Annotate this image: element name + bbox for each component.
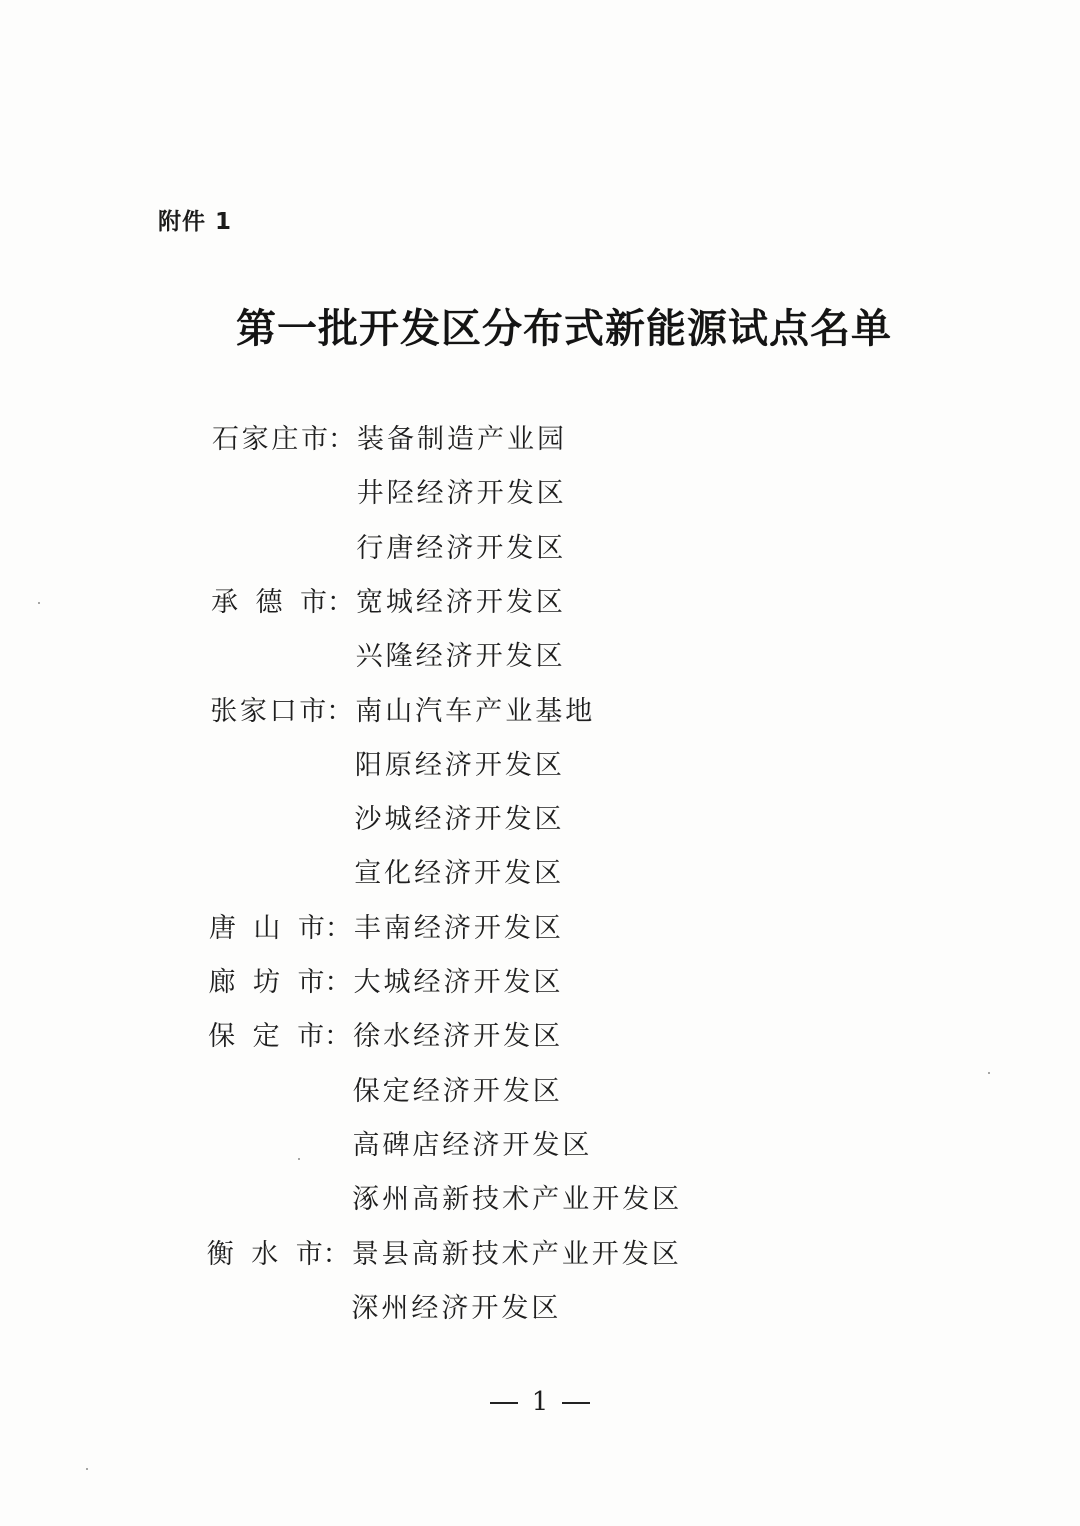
zone-name: 深州经济开发区 (351, 1292, 562, 1324)
zone-name: 保定经济开发区 (352, 1075, 563, 1107)
city-colon: ： (322, 1238, 350, 1270)
zone-name: 宣化经济开发区 (354, 858, 565, 890)
zone-name: 装备制造产业园 (357, 424, 567, 455)
zone-name: 宽城经济开发区 (355, 586, 566, 618)
city-name: 廊 坊 市 (208, 967, 325, 998)
zone-name: 徐水经济开发区 (353, 1021, 564, 1053)
zone-name: 大城经济开发区 (353, 967, 564, 998)
city-colon: ： (328, 424, 355, 455)
scan-speck (86, 1468, 88, 1470)
attachment-label: 附件 1 (158, 209, 233, 235)
city-colon: ： (324, 967, 352, 998)
city-colon: ： (326, 586, 354, 618)
zone-name: 景县高新技术产业开发区 (351, 1238, 682, 1270)
city-name: 唐 山 市 (208, 912, 325, 944)
city-name: 保 定 市 (208, 1021, 325, 1053)
city-name: 承 德 市 (210, 586, 327, 618)
footer-dash-left (490, 1402, 518, 1404)
document-title: 第一批开发区分布式新能源试点名单 (236, 305, 892, 352)
page-number: 1 (531, 1387, 549, 1417)
zone-name: 行唐经济开发区 (356, 532, 567, 564)
city-name: 衡 水 市 (206, 1238, 323, 1270)
zone-name: 阳原经济开发区 (354, 749, 565, 781)
scan-speck (38, 602, 40, 604)
zone-name: 井陉经济开发区 (356, 478, 567, 510)
city-colon: ： (324, 912, 352, 944)
city-colon: ： (324, 1021, 352, 1053)
zone-name: 兴隆经济开发区 (355, 641, 566, 673)
zone-name: 高碑店经济开发区 (352, 1129, 593, 1161)
zone-name: 丰南经济开发区 (353, 912, 564, 944)
scan-speck (988, 1072, 990, 1074)
zone-name: 沙城经济开发区 (354, 804, 565, 836)
city-colon: ： (326, 695, 354, 727)
city-name: 石 家 庄 市 (212, 424, 328, 455)
page-footer (0, 1384, 1080, 1420)
footer-dash-right (562, 1402, 590, 1404)
zone-name: 涿州高新技术产业开发区 (352, 1184, 683, 1216)
city-name: 张 家 口 市 (210, 695, 327, 727)
scan-speck (298, 1158, 300, 1160)
zone-name: 南山汽车产业基地 (355, 695, 596, 727)
